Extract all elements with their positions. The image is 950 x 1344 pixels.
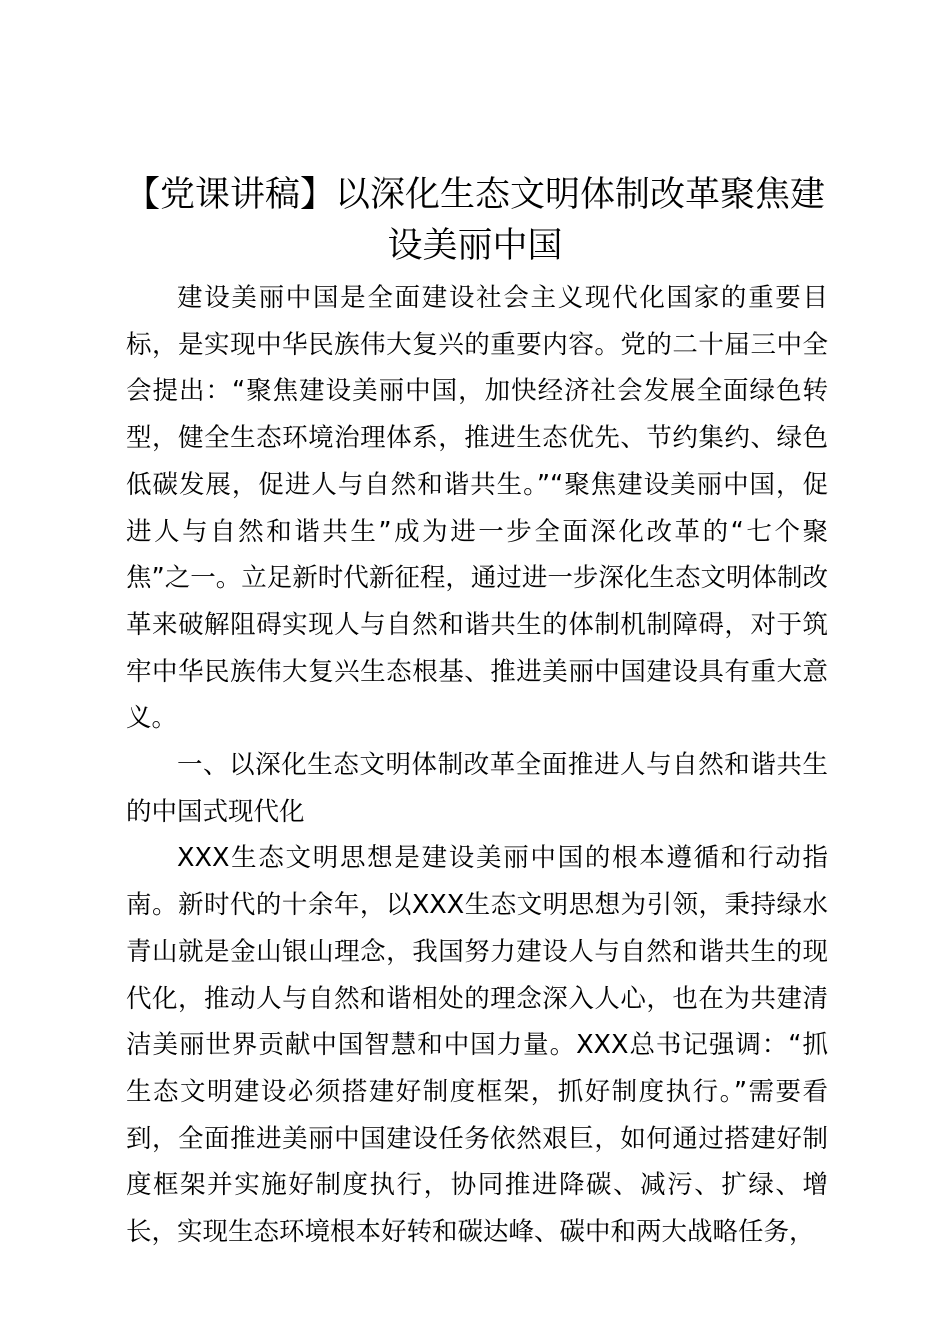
section-heading: 一、以深化生态文明体制改革全面推进人与自然和谐共生的中国式现代化	[126, 750, 828, 827]
document-title: 【党课讲稿】以深化生态文明体制改革聚焦建设美丽中国	[124, 175, 825, 266]
document-body	[126, 275, 828, 1256]
body-paragraph: XXX生态文明思想是建设美丽中国的根本遵循和行动指南。新时代的十余年，以XXX生态文明思想为引领，秉持绿水青山就是金山银山理念，我国努力建设人与自然和谐共生的现代化，推动人与自然和谐相处的理念深入人心，也在为共建清洁美丽世界贡献中国智慧和中国力量。XXX总书记强调：“抓生态文明建设必须搭建好制度框架，抓好制度执行。”需要看到，全面推进美丽中国建设任务依然艰巨，如何通过搭建好制度框架并实施好制度执行，协同推进降碳、减污、扩绿、增长，实现生态环境根本好转和碳达峰、碳中和两大战略任务，	[126, 843, 828, 1248]
intro-paragraph: 建设美丽中国是全面建设社会主义现代化国家的重要目标，是实现中华民族伟大复兴的重要内容。党的二十届三中全会提出：“聚焦建设美丽中国，加快经济社会发展全面绿色转型，健全生态环境治理体系，推进生态优先、节约集约、绿色低碳发展，促进人与自然和谐共生。”“聚焦建设美丽中国，促进人与自然和谐共生”成为进一步全面深化改革的“七个聚焦”之一。立足新时代新征程，通过进一步深化生态文明体制改革来破解阻碍实现人与自然和谐共生的体制机制障碍，对于筑牢中华民族伟大复兴生态根基、推进美丽中国建设具有重大意义。	[126, 283, 828, 734]
